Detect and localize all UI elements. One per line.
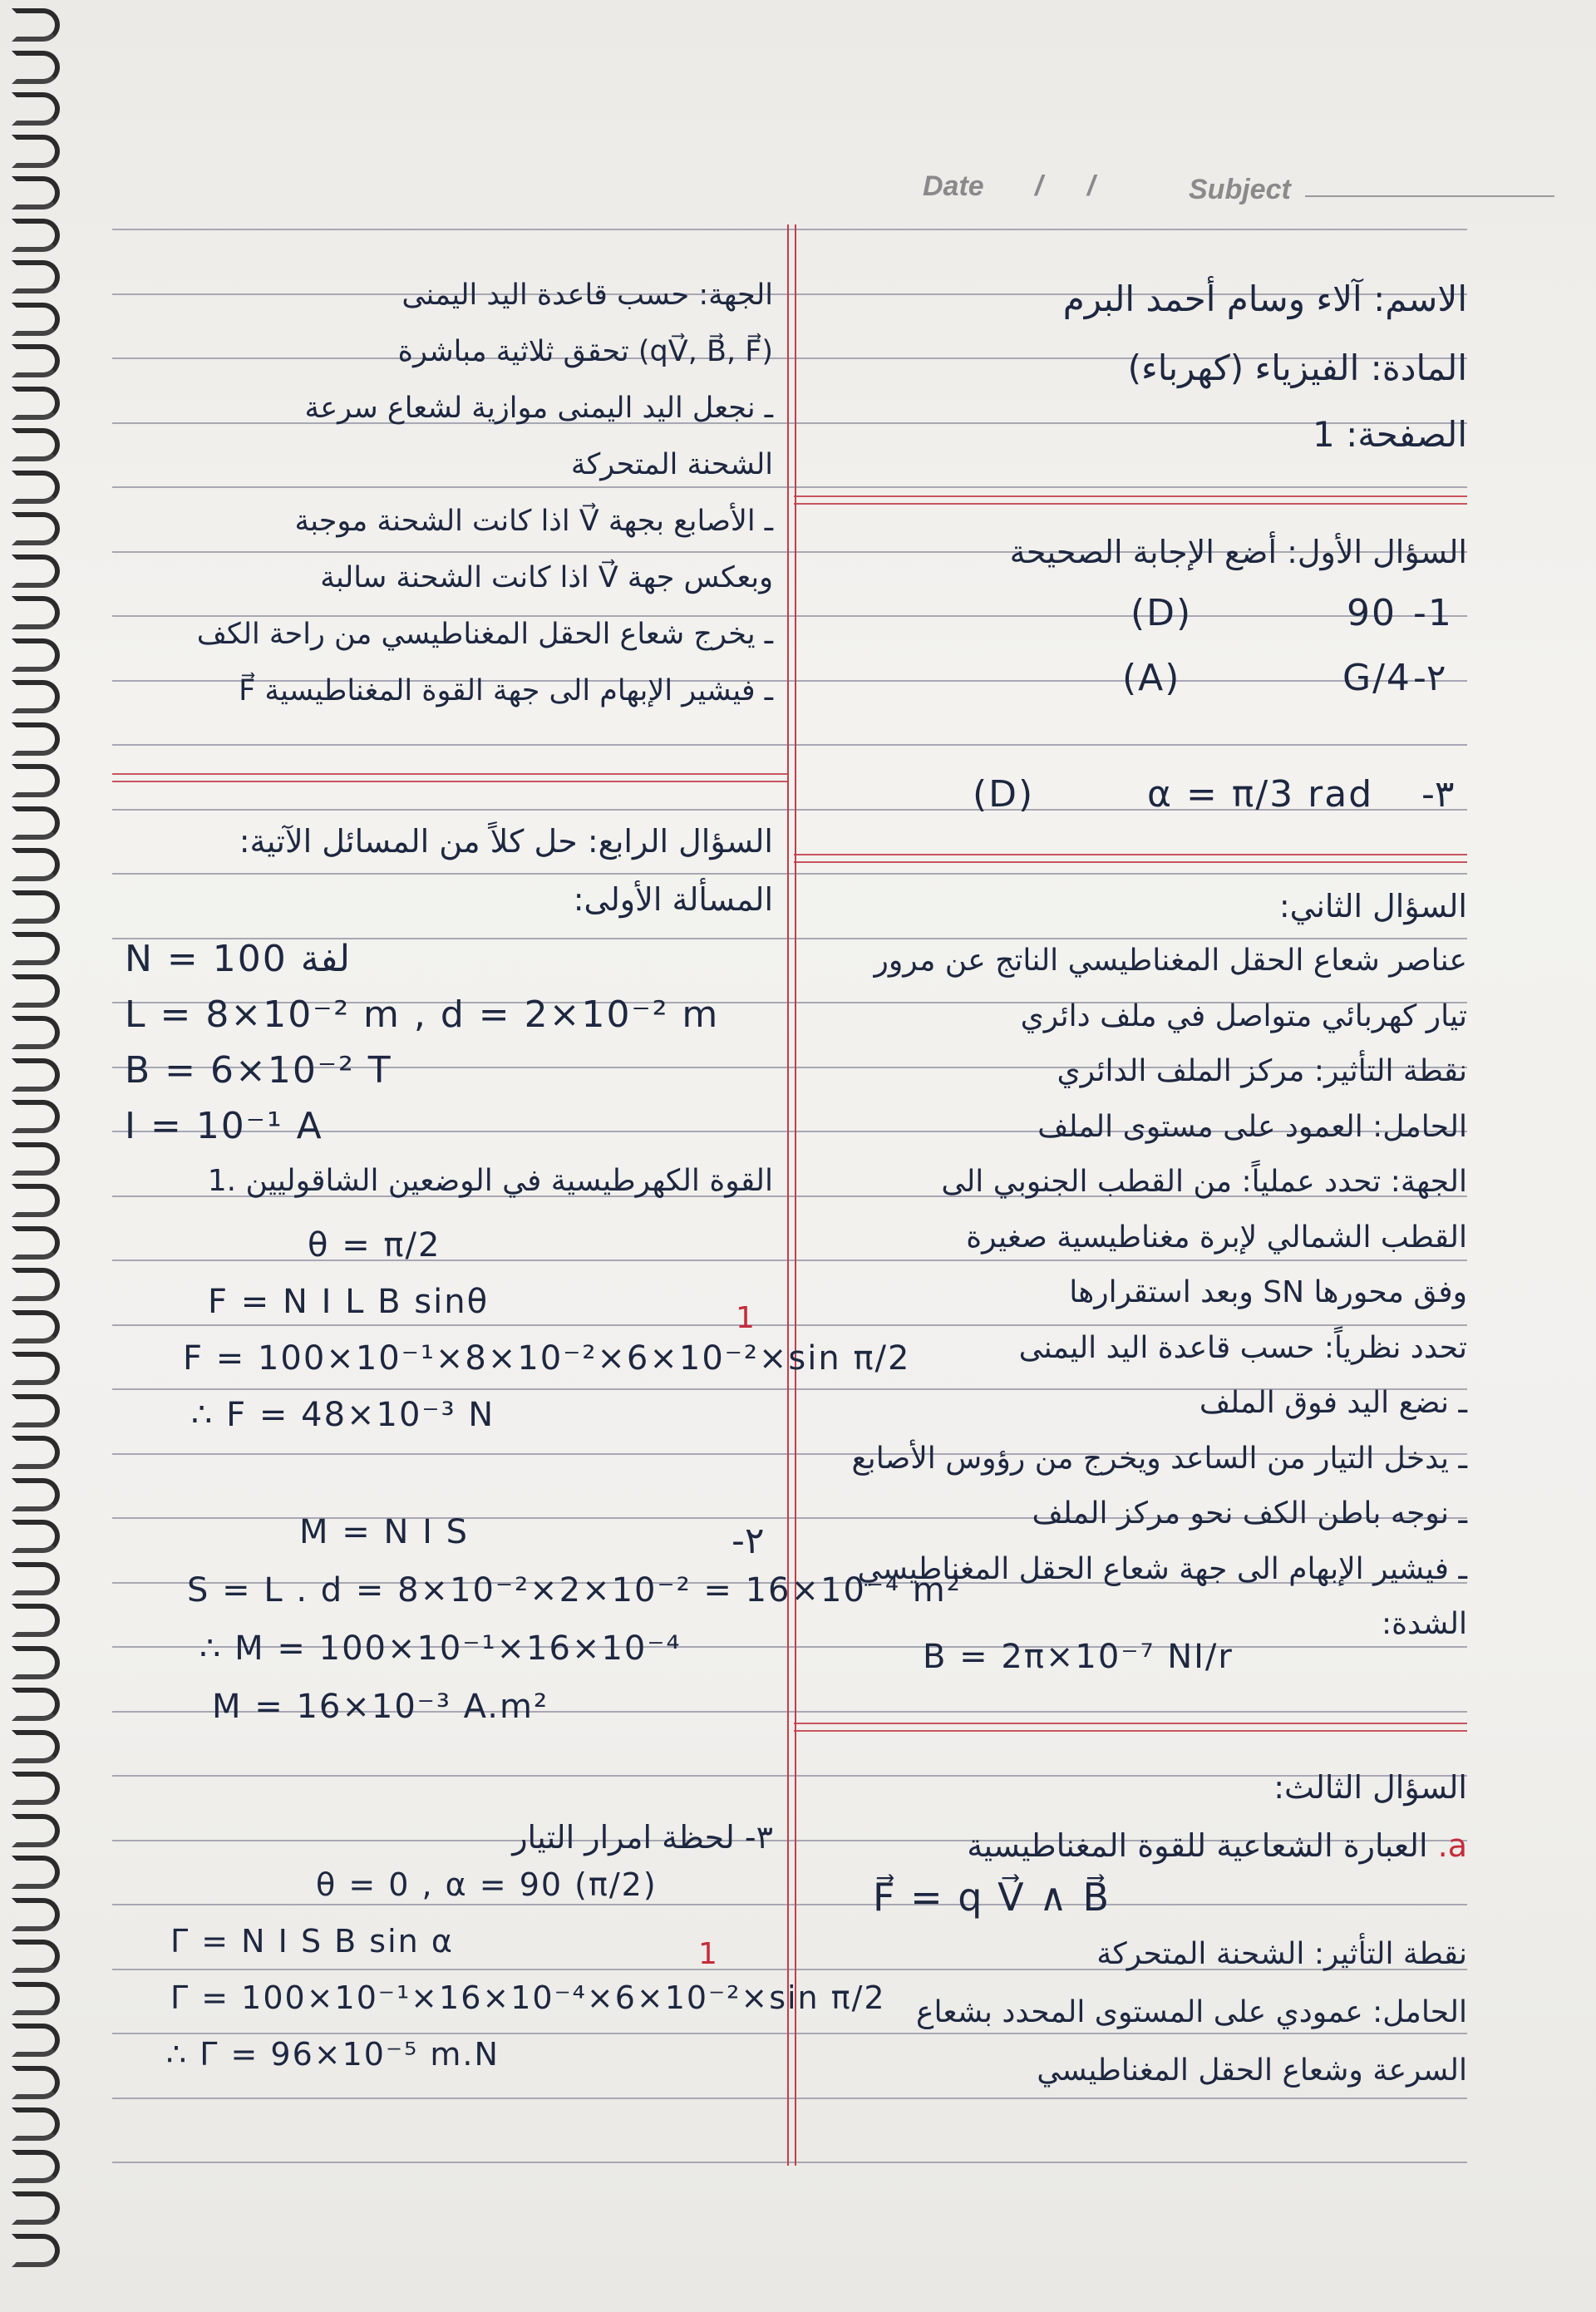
spiral-ring [12, 1772, 60, 1805]
q1-a2-num: -٢ [1413, 657, 1446, 699]
q2-line: نقطة التأثير: مركز الملف الدائري [1057, 1054, 1467, 1088]
q1-a2-choice: (A) [1122, 657, 1181, 699]
part2-line: M = 16×10⁻³ A.m² [212, 1688, 549, 1726]
q2-line: الجهة: تحدد عملياً: من القطب الجنوبي الى [941, 1165, 1467, 1199]
spiral-ring [12, 1688, 60, 1721]
part3-line: ∴ Γ = 96×10⁻⁵ m.N [166, 2036, 500, 2073]
spiral-ring [12, 1562, 60, 1595]
spiral-ring [12, 890, 60, 924]
spiral-ring [12, 1142, 60, 1176]
spiral-ring [12, 932, 60, 965]
red-separator-right-low [794, 1723, 1467, 1732]
spiral-ring [12, 1394, 60, 1427]
part2-line: ∴ M = 100×10⁻¹×16×10⁻⁴ [200, 1629, 682, 1668]
spiral-ring [12, 974, 60, 1008]
q2-line: عناصر شعاع الحقل المغناطيسي الناتج عن مرور [874, 944, 1467, 978]
spiral-ring [12, 1646, 60, 1679]
spiral-ring [12, 596, 60, 629]
page-number: الصفحة: 1 [1313, 414, 1467, 455]
spiral-ring [12, 51, 60, 84]
q2-line: القطب الشمالي لإبرة مغناطيسية صغيرة [966, 1220, 1467, 1255]
spiral-ring [12, 1226, 60, 1260]
given-line: B = 6×10⁻² T [125, 1049, 392, 1092]
grade-mark-1: 1 [736, 1301, 755, 1335]
part1-line: ∴ F = 48×10⁻³ N [191, 1396, 495, 1434]
part2-line: S = L . d = 8×10⁻²×2×10⁻² = 16×10⁻⁴ m² [187, 1571, 962, 1610]
red-separator-right-top [794, 495, 1467, 505]
q1-a2-value: G/4 [1342, 657, 1411, 699]
q3-a: a. العبارة الشعاعية للقوة المغناطيسية [967, 1827, 1467, 1864]
spiral-ring [12, 848, 60, 881]
spiral-ring [12, 2191, 60, 2225]
given-line: I = 10⁻¹ A [125, 1105, 323, 1147]
spiral-ring [12, 555, 60, 588]
spiral-ring [12, 176, 60, 210]
subject-line [1305, 195, 1554, 197]
spiral-ring [12, 135, 60, 168]
given-line: L = 8×10⁻² m , d = 2×10⁻² m [125, 993, 720, 1036]
red-separator-right-mid [794, 854, 1467, 863]
q2-line: الحامل: العمود على مستوى الملف [1037, 1109, 1467, 1144]
problem1-title: المسألة الأولى: [573, 881, 773, 918]
part1-line: F = 100×10⁻¹×8×10⁻²×6×10⁻²×sin π/2 [183, 1339, 911, 1378]
direction-line: ـ الأصابع بجهة V⃗ اذا كانت الشحنة موجبة [294, 505, 773, 538]
spiral-ring [12, 471, 60, 504]
part2-num: -٢ [732, 1520, 765, 1562]
spiral-ring [12, 1184, 60, 1217]
direction-line: الشحنة المتحركة [570, 448, 773, 481]
q2-line: تحدد نظرياً: حسب قاعدة اليد اليمنى [1018, 1330, 1467, 1365]
part1-line: F = N I L B sinθ [208, 1283, 490, 1321]
spiral-ring [12, 2107, 60, 2141]
part3-line: θ = 0 , α = 90 (π/2) [316, 1866, 658, 1903]
q4-title: السؤال الرابع: حل كلاً من المسائل الآتية: [239, 823, 773, 860]
spiral-ring [12, 1604, 60, 1637]
subject-label: Subject [1189, 174, 1291, 205]
date-slashes: / / [1035, 170, 1114, 202]
spiral-ring [12, 219, 60, 252]
q2-line: تيار كهربائي متواصل في ملف دائري [1020, 998, 1467, 1033]
spiral-ring [12, 680, 60, 713]
spiral-ring [12, 2234, 60, 2267]
spiral-ring [12, 1016, 60, 1049]
direction-line: ـ نجعل اليد اليمنى موازية لشعاع سرعة [304, 392, 773, 425]
q2-line: ـ نضع اليد فوق الملف [1199, 1386, 1467, 1420]
date-label: Date [923, 170, 984, 202]
q3-a-text: العبارة الشعاعية للقوة المغناطيسية [967, 1827, 1428, 1864]
spiral-ring [12, 1982, 60, 2015]
direction-line: ـ فيشير الإبهام الى جهة القوة المغناطيسية F⃗ [239, 674, 773, 707]
q2-line: ـ فيشير الإبهام الى جهة شعاع الحقل المغناطيسي [857, 1551, 1467, 1586]
direction-line: الجهة: حسب قاعدة اليد اليمنى [401, 279, 773, 312]
q2-line: الشدة: [1382, 1607, 1467, 1641]
part3-title: ٣- لحظة امرار التيار [512, 1819, 773, 1856]
q1-a1-num: -1 [1413, 592, 1453, 634]
part2-line: M = N I S [299, 1513, 469, 1551]
red-separator-left [112, 773, 787, 782]
spiral-ring [12, 1814, 60, 1847]
q3-a-formula: F⃗ = q V⃗ ∧ B⃗ [873, 1875, 1111, 1920]
spiral-ring [12, 344, 60, 377]
spiral-ring [12, 260, 60, 293]
q1-a1-choice: (D) [1130, 592, 1193, 634]
spiral-ring [12, 1940, 60, 1973]
part3-line: Γ = N I S B sin α [170, 1923, 454, 1960]
spiral-ring [12, 1856, 60, 1889]
q1-a3-value: α = π/3 rad [1147, 773, 1374, 816]
part1-title-text: القوة الكهرطيسية في الوضعين الشاقوليين [245, 1164, 773, 1198]
spiral-ring [12, 1520, 60, 1553]
spiral-ring [12, 1352, 60, 1385]
q3-b-line: الحامل: عمودي على المستوى المحدد بشعاع [915, 1995, 1467, 2029]
direction-line: وبعكس جهة V⃗ اذا كانت الشحنة سالبة [320, 561, 773, 594]
q3-title: السؤال الثالث: [1273, 1769, 1467, 1806]
direction-line: ـ يخرج شعاع الحقل المغناطيسي من راحة الكف [196, 618, 773, 651]
grade-mark-2: 1 [698, 1937, 717, 1971]
student-name: الاسم: آلاء وسام أحمد البرم [1062, 279, 1467, 319]
spiral-ring [12, 2066, 60, 2099]
q1-title: السؤال الأول: أضع الإجابة الصحيحة [1009, 534, 1467, 570]
q2-formula: B = 2π×10⁻⁷ NI/r [923, 1638, 1234, 1676]
column-divider [787, 224, 796, 2166]
spiral-ring [12, 1058, 60, 1092]
page-header [914, 170, 1480, 212]
spiral-ring [12, 1478, 60, 1511]
q3-b-line: السرعة وشعاع الحقل المغناطيسي [1037, 2053, 1467, 2088]
q2-title: السؤال الثاني: [1278, 888, 1467, 924]
spiral-ring [12, 2024, 60, 2057]
spiral-ring [12, 512, 60, 545]
spiral-ring [12, 1268, 60, 1301]
q1-a1-value: 90 [1347, 592, 1396, 634]
spiral-ring [12, 806, 60, 840]
part3-line: Γ = 100×10⁻¹×16×10⁻⁴×6×10⁻²×sin π/2 [170, 1979, 886, 2016]
spiral-ring [12, 1898, 60, 1931]
spiral-ring [12, 1310, 60, 1343]
spiral-ring [12, 638, 60, 672]
spiral-ring [12, 2150, 60, 2183]
part1-line: θ = π/2 [308, 1226, 441, 1264]
given-line: N = 100 لفة [125, 938, 350, 980]
spiral-ring [12, 722, 60, 756]
q3-b-line: نقطة التأثير: الشحنة المتحركة [1096, 1937, 1467, 1971]
q2-line: وفق محورها SN وبعد استقرارها [1069, 1275, 1467, 1309]
subject-name: المادة: الفيزياء (كهرباء) [1127, 348, 1467, 388]
part1-title: القوة الكهرطيسية في الوضعين الشاقوليين .1 [207, 1164, 773, 1198]
spiral-ring [12, 1436, 60, 1469]
direction-line: (qV⃗, B⃗, F⃗) تحقق ثلاثية مباشرة [397, 335, 773, 368]
spiral-ring [12, 92, 60, 126]
spiral-ring [12, 303, 60, 336]
spiral-ring [12, 387, 60, 420]
spiral-ring [12, 8, 60, 42]
spiral-ring [12, 764, 60, 797]
q1-a3-num: -٣ [1421, 773, 1455, 816]
q2-line: ـ نوجه باطن الكف نحو مركز الملف [1032, 1496, 1467, 1531]
q1-a3-choice: (D) [973, 773, 1035, 816]
spiral-ring [12, 428, 60, 461]
q2-line: ـ يدخل التيار من الساعد ويخرج من رؤوس الأصابع [851, 1441, 1467, 1476]
spiral-ring [12, 1100, 60, 1133]
spiral-ring [12, 1730, 60, 1763]
spiral-binding [0, 0, 75, 2312]
